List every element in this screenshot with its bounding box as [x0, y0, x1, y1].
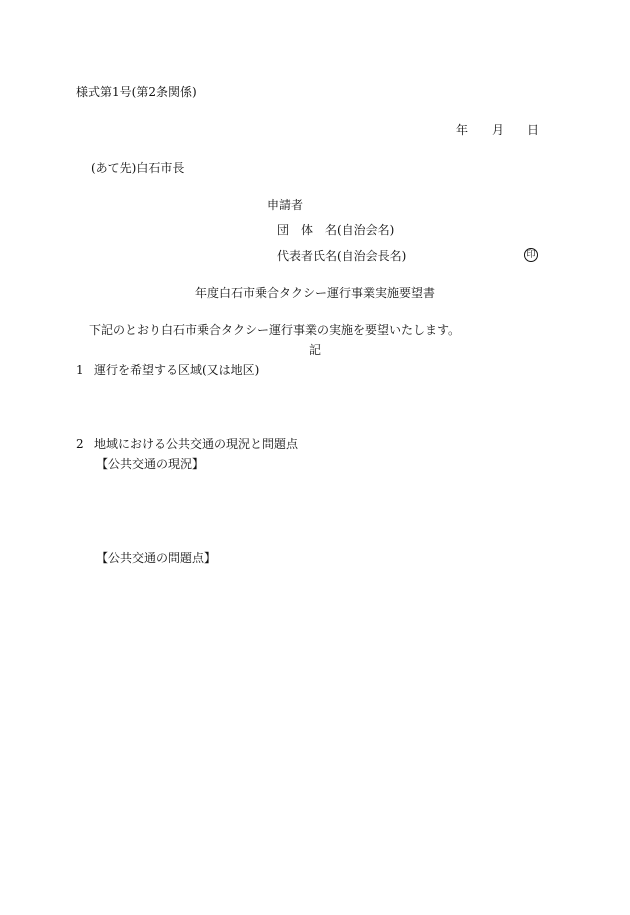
seal-mark — [524, 248, 538, 262]
date-day: 日 — [527, 123, 540, 137]
seal-label: 印 — [526, 249, 536, 260]
date-month: 月 — [492, 123, 505, 137]
subsection-current: 【公共交通の現況】 — [96, 457, 205, 471]
item-2-text: 地域における公共交通の現況と問題点 — [94, 437, 299, 451]
date-year: 年 — [456, 123, 469, 137]
form-number: 様式第1号(第2条関係) — [76, 85, 197, 99]
representative-label: 代表者氏名(自治会長名) — [277, 249, 407, 263]
item-1-text: 運行を希望する区域(又は地区) — [94, 363, 260, 377]
ki-heading: 記 — [309, 343, 322, 357]
item-2-number: 2 — [76, 437, 84, 451]
group-name-label: 団 体 名(自治会名) — [277, 223, 395, 237]
applicant-label: 申請者 — [267, 198, 304, 212]
intro-text: 下記のとおり白石市乗合タクシー運行事業の実施を要望いたします。 — [89, 323, 461, 337]
subsection-problems: 【公共交通の問題点】 — [96, 551, 217, 565]
addressee: (あて先)白石市長 — [91, 161, 185, 175]
document-title: 年度白石市乗合タクシー運行事業実施要望書 — [195, 286, 436, 300]
item-1-number: 1 — [76, 363, 84, 377]
